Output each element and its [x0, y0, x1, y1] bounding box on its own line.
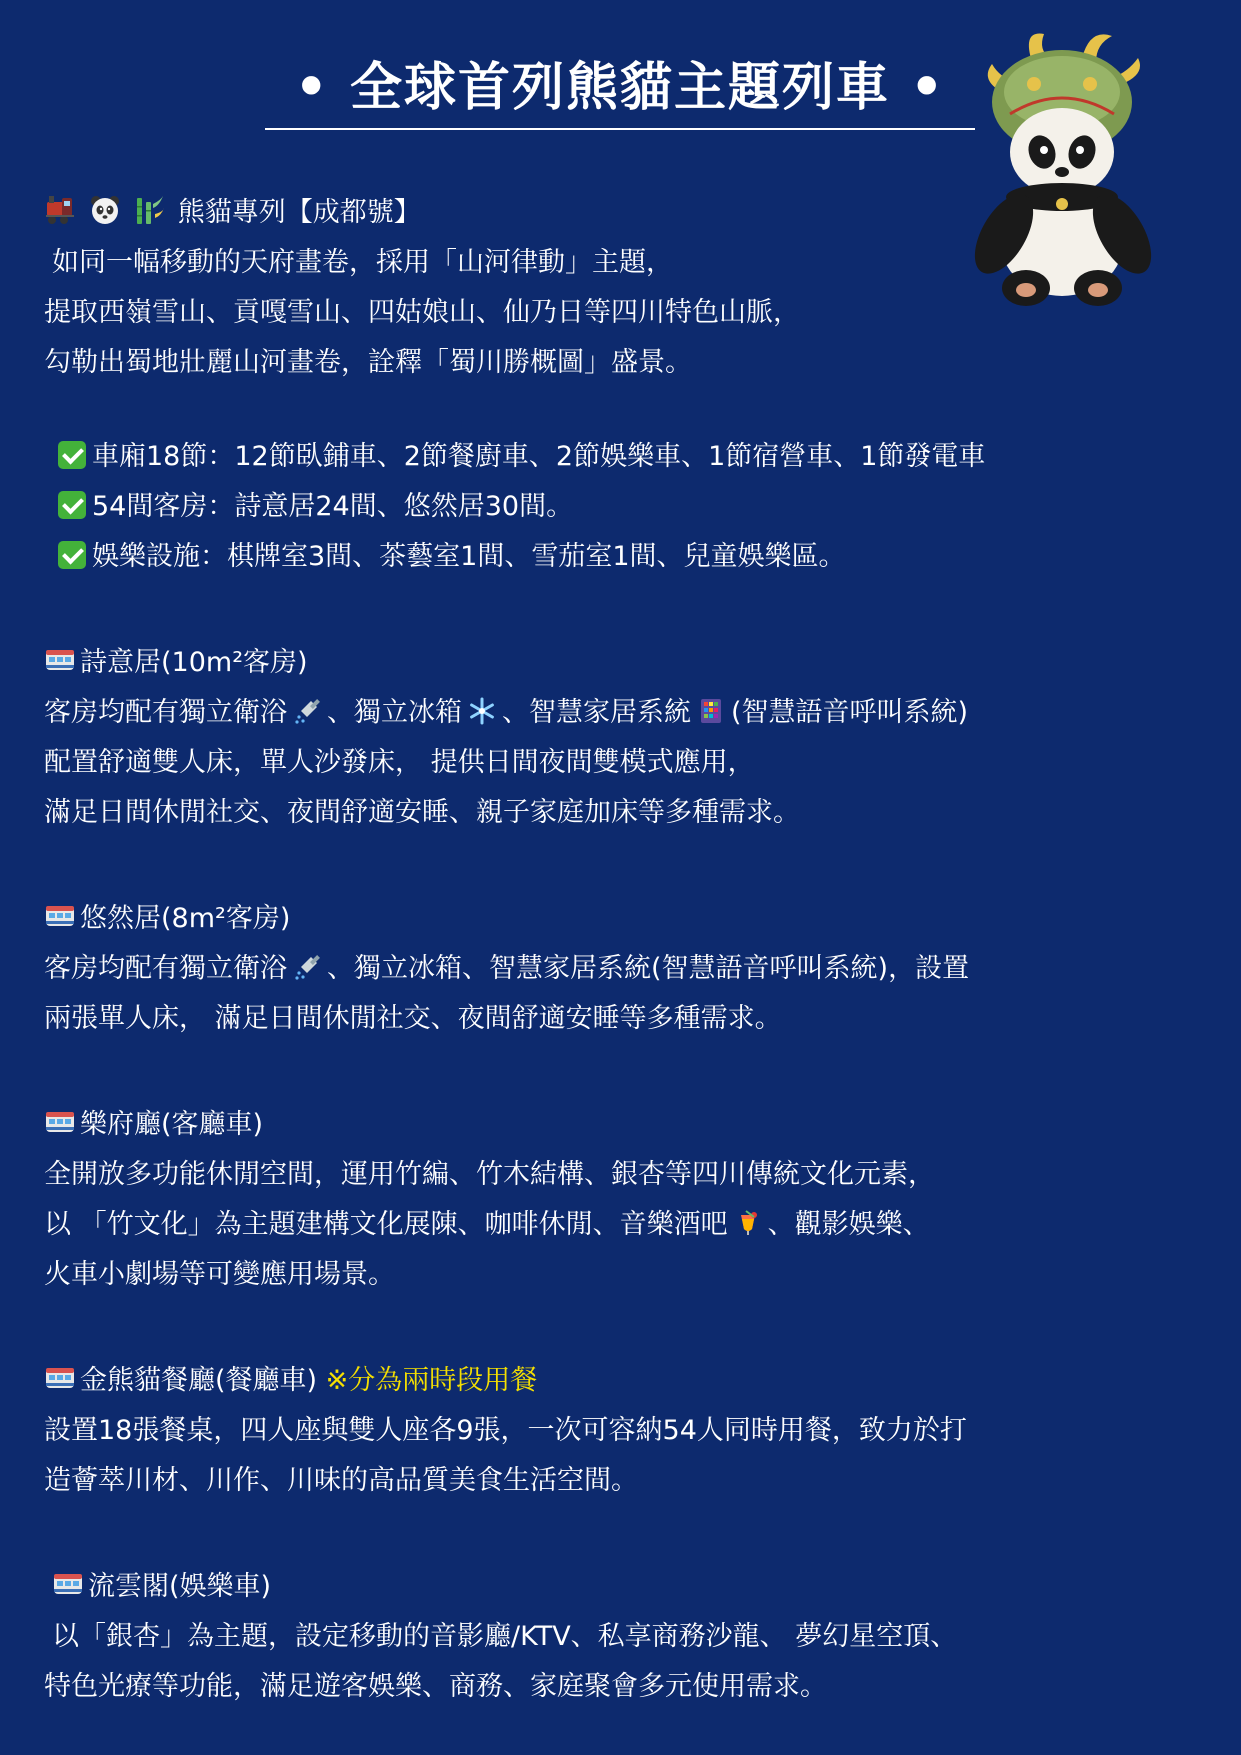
main-content [44, 188, 1204, 1712]
youranju-line-2: 兩張單人床， 滿足日間休閒社交、夜間舒適安睡等多種需求。 [44, 1003, 782, 1034]
section-heading-dining: 金熊貓餐廳(餐廳車) ※分為兩時段用餐 [44, 1356, 1204, 1406]
control-panel-icon [697, 697, 725, 725]
page-title: • 全球首列熊貓主題列車 • [294, 57, 946, 118]
check-icon [58, 441, 86, 469]
intro-line-3: 勾勒出蜀地壯麗山河畫卷，詮釋「蜀川勝概圖」盛景。 [44, 347, 692, 378]
shiyiju-line-3: 滿足日間休閒社交、夜間舒適安睡、親子家庭加床等多種需求。 [44, 797, 800, 828]
youranju-line-1: 客房均配有獨立衛浴 、獨立冰箱、智慧家居系統(智慧語音呼叫系統)，設置 [44, 953, 970, 984]
fact-item-facilities: 娛樂設施：棋牌室3間、茶藝室1間、雪茄室1間、兒童娛樂區。 [44, 532, 1204, 582]
snowflake-icon [468, 697, 496, 725]
dining-note: ※分為兩時段用餐 [325, 1365, 538, 1396]
title-block [265, 52, 975, 124]
section-heading-liuyunge: 流雲閣(娛樂車) [44, 1562, 1204, 1612]
bamboo-icon [133, 194, 165, 226]
lefuting-line-3: 火車小劇場等可變應用場景。 [44, 1259, 395, 1290]
dining-line-2: 造薈萃川材、川作、川味的高品質美食生活空間。 [44, 1465, 638, 1496]
liuyunge-line-2: 特色光療等功能，滿足遊客娛樂、商務、家庭聚會多元使用需求。 [44, 1671, 827, 1702]
check-icon [58, 541, 86, 569]
fact-item-rooms: 54間客房：詩意居24間、悠然居30間。 [44, 482, 1204, 532]
intro-heading-row [44, 188, 1204, 238]
locomotive-icon [44, 194, 76, 226]
title-underline [265, 128, 975, 130]
intro-heading: 熊貓專列【成都號】 [177, 197, 421, 228]
shiyiju-line-1: 客房均配有獨立衛浴 、獨立冰箱 、智慧家居系統 (智慧語音呼叫系統) [44, 697, 969, 728]
fact-item-carriages: 車廂18節：12節臥鋪車、2節餐廚車、2節娛樂車、1節宿營車、1節發電車 [44, 432, 1204, 482]
railway-car-icon [44, 1106, 76, 1138]
railway-car-icon [44, 900, 76, 932]
check-icon [58, 491, 86, 519]
dining-line-1: 設置18張餐桌，四人座與雙人座各9張，一次可容納54人同時用餐，致力於打 [44, 1415, 967, 1446]
lefuting-line-2: 以 「竹文化」為主題建構文化展陳、咖啡休閒、音樂酒吧 、觀影娛樂、 [44, 1209, 930, 1240]
railway-car-icon [44, 1362, 76, 1394]
section-heading-lefuting: 樂府廳(客廳車) [44, 1100, 1204, 1150]
railway-car-icon [44, 644, 76, 676]
shower-icon [293, 953, 321, 981]
lefuting-line-1: 全開放多功能休閒空間，運用竹編、竹木結構、銀杏等四川傳統文化元素， [44, 1159, 935, 1190]
intro-line-2: 提取西嶺雪山、貢嘎雪山、四姑娘山、仙乃日等四川特色山脈， [44, 297, 800, 328]
liuyunge-line-1: 以「銀杏」為主題，設定移動的音影廳/KTV、私享商務沙龍、 夢幻星空頂、 [52, 1621, 958, 1652]
shower-icon [293, 697, 321, 725]
intro-line-1: 如同一幅移動的天府畫卷，採用「山河律動」主題， [52, 247, 673, 278]
railway-car-icon [52, 1568, 84, 1600]
section-heading-youranju: 悠然居(8m²客房) [44, 894, 1204, 944]
cocktail-icon [734, 1209, 762, 1237]
shiyiju-line-2: 配置舒適雙人床，單人沙發床， 提供日間夜間雙模式應用， [44, 747, 755, 778]
section-heading-shiyiju: 詩意居(10m²客房) [44, 638, 1204, 688]
panda-face-icon [89, 194, 121, 226]
